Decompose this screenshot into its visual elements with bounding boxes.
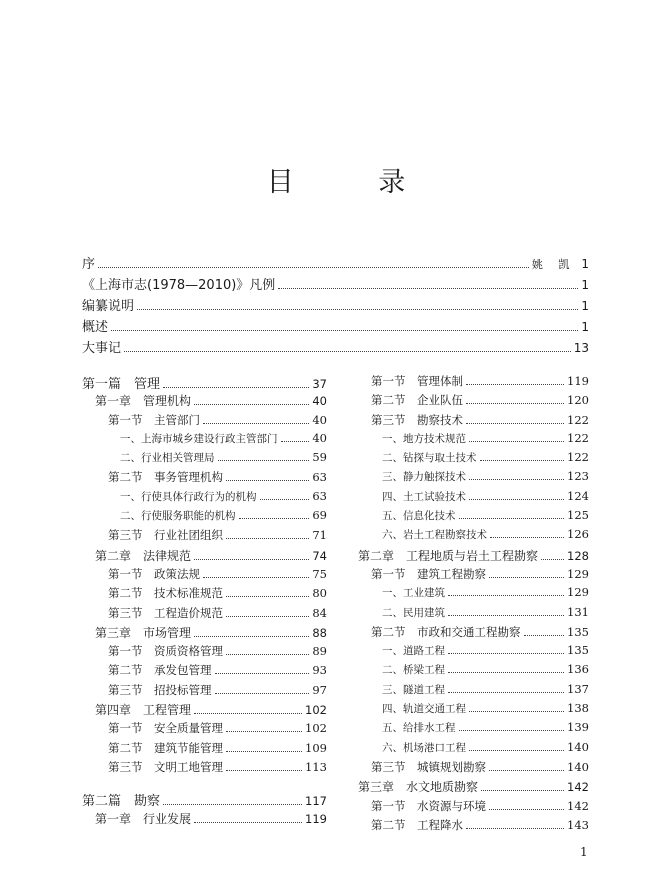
toc-entry-page: 125 (567, 508, 589, 523)
toc-entry-label: 第三节 招投标管理 (108, 682, 212, 697)
toc-entry[interactable] (82, 720, 327, 739)
toc-entry[interactable] (82, 643, 327, 662)
dot-leader (218, 454, 310, 461)
dot-leader (226, 532, 309, 539)
toc-entry[interactable] (82, 337, 589, 358)
dot-leader (469, 705, 564, 712)
dot-leader (541, 552, 564, 560)
toc-entry-label: 二、行业相关管理局 (120, 452, 215, 465)
dot-leader (226, 609, 309, 616)
toc-entry-page: 123 (567, 469, 589, 484)
toc-entry-label: 第三章 市场管理 (95, 625, 192, 640)
page-number: 1 (580, 845, 588, 859)
dot-leader (448, 609, 564, 616)
toc-right-column (358, 373, 589, 836)
toc-entry-page: 129 (567, 566, 589, 581)
dot-leader (260, 493, 310, 500)
toc-entry[interactable] (82, 810, 327, 829)
toc-entry-label: 第二节 承发包管理 (108, 663, 212, 678)
toc-entry-page: 139 (567, 720, 589, 735)
toc-entry-label: 第三章 水文地质勘察 (358, 780, 479, 795)
toc-entry[interactable] (82, 508, 327, 527)
toc-entry[interactable] (358, 547, 589, 566)
dot-leader (448, 686, 564, 693)
toc-entry-label: 五、信息化技术 (382, 510, 456, 523)
toc-entry-page: 63 (312, 470, 327, 485)
toc-entry[interactable] (82, 662, 327, 681)
toc-entry-label: 第二节 工程降水 (371, 817, 463, 832)
dot-leader (481, 784, 564, 792)
toc-entry-label: 一、道路工程 (382, 645, 445, 658)
toc-entry-label: 五、给排水工程 (382, 722, 456, 735)
toc-entry-page: 1 (581, 257, 589, 271)
toc-entry-page: 80 (312, 586, 327, 601)
dot-leader (278, 281, 578, 289)
toc-entry[interactable] (358, 605, 589, 624)
toc-entry-page: 126 (567, 527, 589, 542)
toc-entry-page: 40 (312, 394, 327, 409)
toc-entry[interactable] (358, 508, 589, 527)
dot-leader (226, 474, 309, 481)
toc-entry-label: 第三节 行业社团组织 (108, 528, 223, 543)
toc-entry-label: 二、钻探与取土技术 (382, 452, 477, 465)
toc-entry-page: 109 (305, 740, 327, 755)
toc-entry-label: 二、行使服务职能的机构 (120, 510, 236, 523)
toc-entry-label: 三、隧道工程 (382, 683, 445, 696)
front-matter-list (82, 253, 589, 358)
toc-entry-label: 第二节 市政和交通工程勘察 (371, 624, 521, 639)
toc-entry-label: 四、轨道交通工程 (382, 703, 466, 716)
toc-entry-page: 135 (567, 624, 589, 639)
toc-entry[interactable] (358, 740, 589, 759)
dot-leader (489, 764, 564, 771)
toc-entry[interactable] (82, 566, 327, 585)
toc-entry-page: 117 (305, 794, 327, 809)
toc-entry-page: 1 (581, 278, 589, 292)
toc-entry-label: 第一节 资质资格管理 (108, 644, 223, 659)
toc-entry[interactable] (358, 585, 589, 604)
toc-entry-label: 编纂说明 (82, 299, 135, 314)
dot-leader (466, 397, 564, 404)
toc-entry[interactable] (82, 412, 327, 431)
toc-entry-page: 136 (567, 662, 589, 677)
toc-entry[interactable] (358, 682, 589, 701)
toc-entry-label: 一、上海市城乡建设行政主管部门 (120, 432, 278, 445)
dot-leader (226, 725, 302, 732)
toc-entry-label: 第二节 建筑节能管理 (108, 740, 223, 755)
toc-entry-label: 第一章 管理机构 (95, 394, 192, 409)
toc-entry-label: 第三节 城镇规划勘察 (371, 759, 486, 774)
toc-entry-page: 119 (305, 811, 327, 826)
dot-leader (124, 344, 571, 352)
page-title: 目 录 (266, 167, 444, 198)
toc-entry-label: 第三节 工程造价规范 (108, 605, 223, 620)
toc-entry-page: 74 (312, 548, 327, 563)
toc-entry-label: 三、静力触探技术 (382, 471, 466, 484)
toc-entry-page: 138 (567, 701, 589, 716)
toc-entry-label: 一、地方技术规范 (382, 432, 466, 445)
dot-leader (466, 416, 564, 423)
toc-entry[interactable] (82, 489, 327, 508)
dot-leader (490, 532, 564, 539)
toc-entry-page: 122 (567, 412, 589, 427)
toc-entry[interactable] (82, 624, 327, 643)
dot-leader (194, 629, 309, 637)
toc-entry[interactable] (358, 778, 589, 797)
toc-entry-label: 大事记 (82, 341, 122, 356)
toc-entry[interactable] (358, 624, 589, 643)
toc-entry-page: 102 (305, 703, 327, 718)
dot-leader (226, 648, 309, 655)
toc-entry[interactable] (82, 527, 327, 546)
toc-entry-label: 第三节 文明工地管理 (108, 759, 223, 774)
toc-entry[interactable] (358, 373, 589, 392)
toc-entry[interactable] (358, 566, 589, 585)
toc-entry-label: 第一节 水资源与环境 (371, 798, 486, 813)
toc-entry[interactable] (358, 450, 589, 469)
dot-leader (459, 725, 565, 732)
toc-entry-page: 128 (567, 548, 589, 563)
toc-entry-label: 二、桥梁工程 (382, 664, 445, 677)
toc-entry-label: 《上海市志(1978—2010)》凡例 (82, 278, 276, 293)
toc-entry-page: 140 (567, 739, 589, 754)
toc-entry[interactable] (82, 392, 327, 411)
dot-leader (226, 590, 309, 597)
toc-entry-label: 概述 (82, 320, 109, 335)
toc-entry[interactable] (82, 316, 589, 337)
toc-entry-label: 一、工业建筑 (382, 587, 445, 600)
toc-entry[interactable] (82, 253, 589, 274)
dot-leader (163, 380, 309, 388)
toc-entry-label: 一、行使具体行政行为的机构 (120, 490, 257, 503)
toc-entry-page: 89 (312, 644, 327, 659)
toc-entry-label: 六、岩土工程勘察技术 (382, 529, 487, 542)
toc-entry-label: 序 (82, 257, 96, 272)
toc-entry-page: 131 (567, 604, 589, 619)
toc-entry-page: 93 (312, 663, 327, 678)
toc-entry-page: 97 (312, 682, 327, 697)
dot-leader (469, 474, 564, 481)
dot-leader (524, 629, 565, 636)
toc-entry-page: 63 (312, 488, 327, 503)
toc-entry-page: 71 (312, 528, 327, 543)
dot-leader (469, 744, 564, 751)
dot-leader (163, 797, 302, 805)
dot-leader (203, 416, 309, 423)
toc-entry[interactable] (82, 682, 327, 701)
toc-entry-label: 第二节 技术标准规范 (108, 586, 223, 601)
toc-entry[interactable] (82, 585, 327, 604)
toc-entry[interactable] (358, 817, 589, 836)
dot-leader (459, 512, 565, 519)
toc-entry-page: 1 (581, 299, 589, 313)
toc-entry[interactable] (82, 431, 327, 450)
dot-leader (448, 590, 564, 597)
toc-entry[interactable] (82, 605, 327, 624)
toc-entry-page: 120 (567, 393, 589, 408)
dot-leader (203, 571, 309, 578)
toc-entry-label: 第二篇 勘察 (82, 794, 161, 810)
toc-entry-label: 第一章 行业发展 (95, 811, 192, 826)
toc-entry-label: 第一节 政策法规 (108, 566, 200, 581)
toc-entry-label: 第三节 勘察技术 (371, 412, 463, 427)
toc-entry[interactable] (358, 662, 589, 681)
toc-entry-page: 113 (305, 759, 327, 774)
toc-entry-label: 第一节 建筑工程勘察 (371, 566, 486, 581)
dot-leader (489, 571, 564, 578)
dot-leader (448, 667, 564, 674)
dot-leader (466, 378, 564, 385)
toc-entry-page: 84 (312, 605, 327, 620)
toc-entry-author: 姚 凯 (531, 258, 576, 271)
toc-entry-page: 1 (581, 320, 589, 334)
toc-entry-page: 135 (567, 643, 589, 658)
dot-leader (480, 454, 565, 461)
toc-entry-page: 88 (312, 625, 327, 640)
toc-entry[interactable] (358, 643, 589, 662)
toc-entry-page: 59 (312, 450, 327, 465)
toc-entry-label: 四、土工试验技术 (382, 490, 466, 503)
toc-entry-label: 二、民用建筑 (382, 606, 445, 619)
toc-entry-page: 122 (567, 430, 589, 445)
toc-entry[interactable] (82, 701, 327, 720)
toc-entry[interactable] (82, 274, 589, 295)
dot-leader (448, 647, 564, 654)
toc-entry-page: 102 (305, 721, 327, 736)
dot-leader (194, 552, 309, 560)
dot-leader (215, 686, 310, 693)
toc-entry-page: 124 (567, 488, 589, 503)
toc-left-column (82, 373, 327, 829)
dot-leader (281, 435, 310, 442)
toc-entry-label: 第一节 管理体制 (371, 374, 463, 388)
toc-entry[interactable] (82, 790, 327, 809)
toc-entry-page: 119 (567, 374, 589, 388)
toc-entry[interactable] (82, 759, 327, 778)
toc-entry[interactable] (82, 373, 327, 392)
toc-entry[interactable] (358, 701, 589, 720)
dot-leader (98, 260, 529, 268)
toc-entry[interactable] (358, 431, 589, 450)
dot-leader (469, 493, 564, 500)
toc-entry-page: 13 (573, 341, 589, 355)
toc-entry[interactable] (82, 450, 327, 469)
toc-entry-label: 第二章 工程地质与岩土工程勘察 (358, 548, 539, 563)
toc-entry-page: 137 (567, 681, 589, 696)
dot-leader (469, 435, 564, 442)
toc-entry-page: 40 (312, 430, 327, 445)
toc-entry-label: 第二节 事务管理机构 (108, 470, 223, 485)
toc-entry-label: 第一节 主管部门 (108, 412, 200, 427)
toc-entry[interactable] (358, 469, 589, 488)
toc-entry-page: 143 (567, 817, 589, 832)
toc-entry[interactable] (82, 295, 589, 316)
toc-entry-label: 第一篇 管理 (82, 377, 161, 392)
toc-entry-page: 142 (567, 780, 589, 795)
toc-entry[interactable] (358, 412, 589, 431)
toc-entry[interactable] (358, 798, 589, 817)
toc-entry-page: 122 (567, 450, 589, 465)
dot-leader (137, 302, 578, 310)
toc-entry-label: 第二章 法律规范 (95, 548, 192, 563)
toc-entry[interactable] (358, 489, 589, 508)
dot-leader (466, 822, 564, 829)
toc-entry-page: 40 (312, 412, 327, 427)
dot-leader (194, 815, 302, 823)
toc-entry[interactable] (82, 469, 327, 488)
dot-leader (194, 706, 302, 714)
toc-entry-page: 129 (567, 585, 589, 600)
toc-entry-page: 142 (567, 798, 589, 813)
dot-leader (194, 398, 309, 406)
toc-entry-page: 69 (312, 508, 327, 523)
toc-entry-page: 140 (567, 759, 589, 774)
toc-entry[interactable] (358, 759, 589, 778)
dot-leader (215, 667, 310, 674)
dot-leader (111, 323, 578, 331)
toc-entry[interactable] (358, 392, 589, 411)
dot-leader (226, 744, 302, 751)
toc-entry-page: 75 (312, 566, 327, 581)
toc-entry-label: 第二节 企业队伍 (371, 393, 463, 408)
toc-entry[interactable] (358, 527, 589, 546)
toc-entry-label: 第一节 安全质量管理 (108, 721, 223, 736)
toc-entry[interactable] (82, 740, 327, 759)
toc-entry-label: 第四章 工程管理 (95, 703, 192, 718)
toc-entry[interactable] (82, 547, 327, 566)
toc-entry-label: 六、机场港口工程 (382, 741, 466, 754)
toc-entry[interactable] (358, 720, 589, 739)
dot-leader (226, 764, 302, 771)
toc-entry-page: 37 (312, 377, 327, 391)
dot-leader (239, 512, 310, 519)
dot-leader (489, 802, 564, 809)
